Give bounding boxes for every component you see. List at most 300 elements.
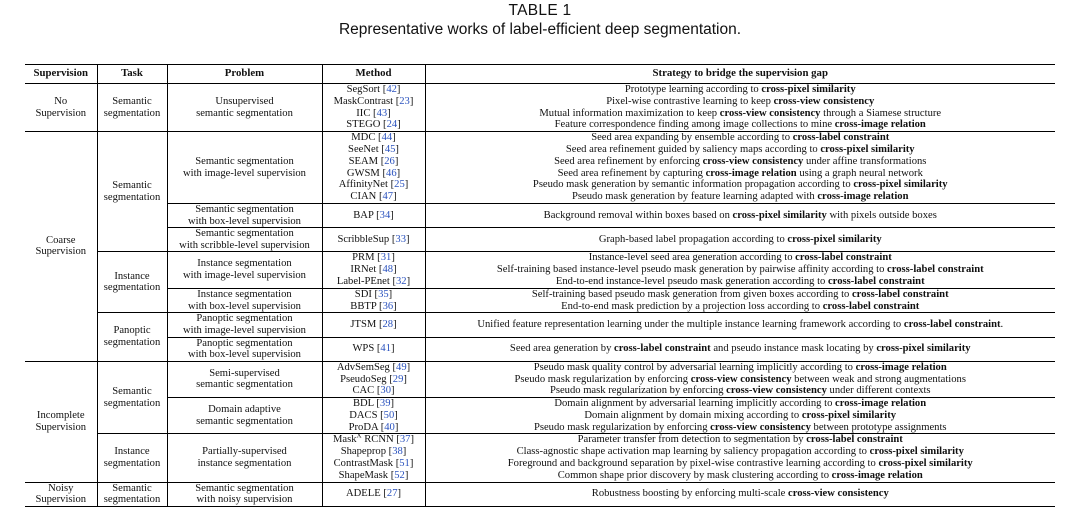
segmentation-table-container: [25, 64, 1055, 507]
method-entry: SEAM [26]: [348, 155, 399, 167]
supervision-cell: [25, 132, 97, 362]
method-entry: ContrastMask [51]: [333, 458, 414, 470]
problem-label: Instance segmentation: [197, 258, 292, 270]
task-label: Semantic: [112, 386, 152, 397]
reference-number: 45: [384, 143, 396, 155]
task-label: segmentation: [103, 337, 161, 349]
reference-number: 26: [384, 155, 395, 167]
reference-number: 25: [394, 179, 405, 191]
problem-label: with scribble-level supervision: [179, 239, 310, 251]
strategy-entry: [429, 470, 1053, 482]
strategy-entry: [429, 362, 1053, 374]
reference-number: 38: [392, 446, 403, 458]
keyword: cross-pixel similarity: [820, 143, 915, 155]
reference-number: 34: [379, 209, 391, 221]
strategy-entry: [429, 179, 1053, 191]
strategy-entry: [429, 234, 1053, 246]
reference-number: 40: [384, 421, 395, 433]
reference-number: 39: [379, 398, 391, 410]
strategy-text: .: [1000, 319, 1004, 331]
task-label: Instance: [114, 446, 150, 458]
strategy-text: Background removal within boxes based on: [543, 209, 733, 221]
method-entry: BBTP [36]: [350, 300, 397, 312]
problem-label: with image-level supervision: [183, 270, 306, 282]
problem-label: with image-level supervision: [183, 167, 306, 179]
strategy-cell: [425, 252, 1055, 288]
method-name: AffinityNet: [338, 179, 388, 191]
method-entry: SeeNet [45]: [348, 143, 399, 155]
method-cell: [322, 361, 425, 397]
keyword: cross-label constraint: [795, 252, 892, 264]
problem-label: instance segmentation: [197, 458, 292, 470]
reference-number: 51: [399, 458, 410, 470]
strategy-text: Domain alignment by adversarial learning implicitly according to: [554, 398, 836, 410]
strategy-text: Graph-based label propagation according to: [598, 233, 788, 245]
reference-number: 47: [382, 191, 394, 203]
strategy-entry: [429, 84, 1053, 96]
method-name: BBTP: [350, 300, 377, 312]
method-cell: [322, 252, 425, 288]
strategy-entry: [429, 488, 1053, 500]
method-name: SegSort: [346, 84, 381, 95]
method-name: PRM: [352, 252, 375, 264]
method-entry: AffinityNet [25]: [338, 179, 409, 191]
keyword: cross-view consistency: [726, 385, 827, 397]
keyword: cross-pixel similarity: [853, 179, 948, 191]
reference-number: 52: [394, 469, 405, 481]
method-entry: PRM [31]: [352, 252, 395, 264]
problem-cell: [167, 482, 322, 506]
reference-number: 32: [396, 275, 407, 287]
strategy-text: Domain alignment by domain mixing according to: [584, 409, 802, 421]
keyword: cross-image relation: [831, 469, 923, 481]
problem-label: with box-level supervision: [188, 300, 301, 312]
method-entry: BDL [39]: [352, 398, 395, 410]
method-name: BAP: [353, 209, 374, 221]
task-label: Semantic: [112, 96, 152, 107]
method-cell: [322, 337, 425, 361]
method-name: Mask$^X$ RCNN: [333, 434, 394, 445]
problem-cell: [167, 361, 322, 397]
method-entry: MDC [44]: [351, 132, 396, 144]
problem-cell: [167, 288, 322, 313]
reference-number: 49: [396, 361, 407, 373]
method-entry: CIAN [47]: [350, 191, 397, 203]
supervision-cell: [25, 84, 97, 132]
problem-label: with box-level supervision: [188, 215, 301, 227]
problem-label: semantic segmentation: [196, 415, 293, 427]
supervision-label: Noisy: [48, 482, 74, 494]
table-row: [25, 252, 1055, 288]
strategy-entry: [429, 168, 1053, 180]
strategy-text: Pixel-wise contrastive learning to keep: [606, 95, 774, 107]
method-name: ShapeMask: [338, 469, 389, 481]
method-entry: ADELE [27]: [345, 488, 402, 500]
method-name: CIAN: [350, 191, 377, 203]
method-name: STEGO: [346, 119, 381, 131]
reference-number: 36: [382, 300, 394, 312]
strategy-entry: [429, 446, 1053, 458]
strategy-text: Common shape prior discovery by mask clustering according to: [557, 469, 832, 481]
reference-number: 48: [382, 264, 394, 276]
header-problem: Problem: [167, 65, 322, 84]
table-row: [25, 482, 1055, 506]
supervision-label: Supervision: [35, 107, 87, 119]
keyword: cross-view consistency: [773, 95, 875, 107]
method-name: IIC: [356, 107, 371, 119]
strategy-text: using a graph neural network: [796, 167, 923, 179]
strategy-entry: [429, 385, 1053, 397]
task-cell: [97, 482, 167, 506]
strategy-text: with pixels outside boxes: [826, 209, 937, 221]
keyword: cross-view consistency: [690, 373, 792, 385]
strategy-text: Robustness boosting by enforcing multi-scale: [591, 488, 789, 500]
method-cell: [322, 482, 425, 506]
reference-number: 41: [380, 343, 392, 355]
method-entry: CAC [30]: [352, 385, 395, 397]
keyword: cross-view consistency: [702, 155, 804, 167]
problem-label: Unsupervised: [215, 96, 274, 107]
method-name: CAC: [352, 385, 375, 397]
supervision-label: Coarse: [46, 234, 76, 246]
method-cell: [322, 203, 425, 227]
problem-label: Semantic segmentation: [195, 482, 294, 494]
segmentation-table: [25, 64, 1055, 507]
strategy-cell: [425, 228, 1055, 252]
strategy-entry: [429, 210, 1053, 222]
task-cell: [97, 84, 167, 132]
reference-number: 28: [382, 319, 394, 331]
keyword: cross-pixel similarity: [869, 446, 964, 458]
keyword: cross-label constraint: [903, 319, 1001, 331]
problem-label: Domain adaptive: [208, 404, 281, 416]
method-cell: [322, 228, 425, 252]
table-title: Representative works of label-efficient deep segmentation.: [338, 21, 742, 38]
header-supervision: Supervision: [25, 65, 97, 84]
strategy-entry: [429, 144, 1053, 156]
strategy-entry: [429, 343, 1053, 355]
method-entry: WPS [41]: [352, 343, 395, 355]
method-entry: Label-PEnet [32]: [336, 275, 411, 287]
header-method: Method: [322, 65, 425, 84]
method-superscript: X: [356, 433, 362, 440]
supervision-cell: [25, 361, 97, 482]
strategy-cell: [425, 482, 1055, 506]
task-label: segmentation: [103, 458, 161, 470]
strategy-text: Pseudo mask regularization by enforcing: [514, 373, 691, 385]
strategy-text: under different contexts: [826, 385, 931, 397]
header-strategy: Strategy to bridge the supervision gap: [425, 65, 1055, 84]
task-cell: [97, 252, 167, 313]
strategy-text: Prototype learning according to: [624, 84, 762, 95]
table-caption: [0, 2, 1080, 39]
strategy-entry: [429, 252, 1053, 264]
strategy-entry: [429, 191, 1053, 203]
strategy-entry: [429, 264, 1053, 276]
problem-label: Semantic segmentation: [195, 203, 294, 215]
method-entry: DACS [50]: [349, 409, 398, 421]
method-name: SDI: [354, 288, 372, 300]
problem-label: with box-level supervision: [188, 349, 301, 361]
method-entry: AdvSemSeg [49]: [336, 361, 411, 373]
problem-cell: [167, 337, 322, 361]
strategy-text: and pseudo instance mask locating by: [710, 343, 877, 355]
method-entry: SDI [35]: [354, 288, 393, 300]
strategy-text: Self-training based instance-level pseudo mask generation by pairwise affinity according to: [496, 264, 888, 276]
problem-label: Semi-supervised: [209, 367, 280, 379]
keyword: cross-label constraint: [851, 288, 949, 300]
strategy-text: between prototype assignments: [810, 421, 947, 433]
strategy-entry: [429, 276, 1053, 288]
supervision-label: No: [54, 96, 68, 107]
strategy-text: Class-agnostic shape activation map learning by saliency propagation according to: [516, 446, 870, 458]
table-row: [25, 398, 1055, 434]
keyword: cross-view consistency: [719, 107, 821, 119]
table-row: [25, 288, 1055, 313]
method-name: ProDA: [348, 421, 379, 433]
method-entry: ScribbleSup [33]: [337, 233, 410, 245]
reference-number: 35: [378, 288, 389, 300]
task-label: segmentation: [103, 494, 161, 506]
method-name: JTSM: [350, 319, 377, 331]
strategy-entry: [429, 410, 1053, 422]
strategy-text: End-to-end instance-level pseudo mask generation according to: [555, 275, 828, 287]
method-entry: GWSM [46]: [346, 167, 401, 179]
reference-number: 31: [380, 252, 392, 264]
reference-number: 30: [380, 385, 392, 397]
method-entry: ShapeMask [52]: [338, 469, 409, 481]
problem-label: Panoptic segmentation: [196, 337, 293, 349]
keyword: cross-label constraint: [806, 434, 903, 446]
problem-label: Panoptic segmentation: [196, 313, 293, 325]
reference-number: 27: [386, 488, 398, 500]
table-row: [25, 203, 1055, 227]
strategy-text: Pseudo mask generation by feature learning adapted with: [572, 191, 818, 203]
strategy-text: Seed area expanding by ensemble according to: [591, 132, 793, 144]
strategy-entry: [429, 119, 1053, 131]
table-body: [25, 84, 1055, 507]
strategy-text: Seed area refinement by enforcing: [554, 155, 703, 167]
strategy-text: Seed area refinement by capturing: [557, 167, 706, 179]
method-cell: [322, 84, 425, 132]
task-label: Semantic: [112, 482, 152, 494]
method-entry: SegSort [42]: [346, 84, 401, 95]
problem-cell: [167, 203, 322, 227]
method-name: AdvSemSeg: [336, 361, 390, 373]
task-label: segmentation: [103, 191, 161, 203]
strategy-entry: [429, 289, 1053, 301]
reference-number: 50: [383, 409, 395, 421]
supervision-label: Incomplete: [36, 410, 85, 422]
strategy-text: End-to-end mask prediction by a projection loss according to: [561, 300, 823, 312]
table-row: [25, 132, 1055, 204]
problem-cell: [167, 313, 322, 337]
method-cell: [322, 288, 425, 313]
method-name: IRNet: [350, 264, 377, 276]
keyword: cross-pixel similarity: [878, 458, 973, 470]
keyword: cross-image relation: [855, 361, 947, 373]
problem-label: Partially-supervised: [202, 446, 287, 458]
problem-cell: [167, 228, 322, 252]
method-name: SeeNet: [348, 143, 379, 155]
method-cell: [322, 313, 425, 337]
strategy-entry: [429, 422, 1053, 434]
problem-label: Semantic segmentation: [195, 228, 294, 240]
keyword: cross-pixel similarity: [761, 84, 856, 95]
strategy-text: Parameter transfer from detection to segmentation by: [577, 434, 807, 446]
strategy-entry: [429, 108, 1053, 120]
keyword: cross-pixel similarity: [787, 233, 882, 245]
method-name: MDC: [351, 132, 376, 144]
method-entry: MaskContrast [23]: [333, 95, 414, 107]
strategy-entry: [429, 96, 1053, 108]
strategy-text: between weak and strong augmentations: [791, 373, 966, 385]
reference-number: 23: [399, 95, 410, 107]
header-task: Task: [97, 65, 167, 84]
keyword: cross-pixel similarity: [801, 409, 897, 421]
keyword: cross-view consistency: [788, 488, 889, 500]
keyword: cross-image relation: [835, 398, 927, 410]
task-label: segmentation: [103, 397, 161, 409]
keyword: cross-image relation: [705, 167, 797, 179]
problem-cell: [167, 434, 322, 482]
keyword: cross-label constraint: [887, 264, 984, 276]
strategy-text: Pseudo mask quality control by adversarial learning implicitly according to: [533, 361, 856, 373]
strategy-entry: [429, 319, 1053, 331]
method-name: MaskContrast: [333, 95, 394, 107]
reference-number: 44: [381, 132, 393, 144]
reference-number: 24: [386, 119, 398, 131]
strategy-cell: [425, 434, 1055, 482]
method-entry: JTSM [28]: [350, 319, 397, 331]
task-label: Semantic: [112, 180, 152, 192]
keyword: cross-image relation: [817, 191, 909, 203]
strategy-text: Seed area generation by: [509, 343, 615, 355]
problem-label: semantic segmentation: [196, 107, 293, 119]
problem-label: Semantic segmentation: [195, 155, 294, 167]
strategy-text: under affine transformations: [803, 155, 927, 167]
strategy-cell: [425, 398, 1055, 434]
table-row: [25, 228, 1055, 252]
strategy-cell: [425, 203, 1055, 227]
method-name: SEAM: [348, 155, 379, 167]
method-entry: BAP [34]: [353, 209, 394, 221]
method-name: DACS: [349, 409, 378, 421]
method-entry: Mask$^X$ RCNN [37]: [326, 434, 422, 446]
strategy-text: Seed area refinement guided by saliency maps according to: [565, 143, 821, 155]
problem-cell: [167, 132, 322, 204]
reference-number: 37: [399, 434, 411, 446]
keyword: cross-view consistency: [710, 421, 811, 433]
strategy-text: Self-training based pseudo mask generation from given boxes according to: [531, 288, 852, 300]
problem-label: with image-level supervision: [183, 324, 306, 336]
method-name: Label-PEnet: [336, 275, 390, 287]
supervision-label: Supervision: [35, 494, 87, 506]
reference-number: 42: [386, 84, 397, 95]
table-header: [25, 65, 1055, 84]
method-name: ADELE: [345, 488, 381, 500]
strategy-text: Mutual information maximization to keep: [539, 107, 720, 119]
table-row: [25, 313, 1055, 337]
strategy-cell: [425, 361, 1055, 397]
strategy-entry: [429, 156, 1053, 168]
reference-number: 43: [376, 107, 388, 119]
strategy-cell: [425, 337, 1055, 361]
keyword: cross-label constraint: [822, 300, 920, 312]
keyword: cross-label constraint: [827, 275, 925, 287]
method-cell: [322, 132, 425, 204]
method-name: ScribbleSup: [337, 233, 390, 245]
table-row: [25, 337, 1055, 361]
keyword: cross-image relation: [834, 119, 926, 131]
keyword: cross-label constraint: [614, 343, 711, 355]
table-row: [25, 434, 1055, 482]
strategy-entry: [429, 301, 1053, 313]
problem-cell: [167, 398, 322, 434]
strategy-text: Unified feature representation learning under the multiple instance learning framework according to: [477, 319, 904, 331]
strategy-text: through a Siamese structure: [820, 107, 942, 119]
strategy-text: Pseudo mask regularization by enforcing: [533, 421, 711, 433]
method-name: ContrastMask: [333, 458, 394, 470]
strategy-text: Feature correspondence finding among image collections to mine: [554, 119, 835, 131]
supervision-label: Supervision: [35, 246, 87, 258]
method-cell: [322, 398, 425, 434]
method-name: GWSM: [346, 167, 380, 179]
method-name: Shapeprop: [340, 446, 386, 458]
task-cell: [97, 132, 167, 252]
method-entry: Shapeprop [38]: [340, 446, 407, 458]
method-entry: IIC [43]: [356, 107, 391, 119]
problem-cell: [167, 252, 322, 288]
method-name: PseudoSeg: [340, 373, 387, 385]
problem-label: semantic segmentation: [196, 379, 293, 391]
method-name: BDL: [352, 398, 374, 410]
task-label: Panoptic: [113, 325, 151, 337]
strategy-entry: [429, 398, 1053, 410]
table-row: [25, 361, 1055, 397]
keyword: cross-pixel similarity: [732, 209, 827, 221]
strategy-text: Pseudo mask regularization by enforcing: [549, 385, 727, 397]
task-cell: [97, 361, 167, 434]
problem-label: Instance segmentation: [197, 288, 292, 300]
strategy-cell: [425, 313, 1055, 337]
reference-number: 46: [386, 167, 397, 179]
keyword: cross-pixel similarity: [876, 343, 971, 355]
keyword: cross-label constraint: [792, 132, 890, 144]
strategy-entry: [429, 434, 1053, 446]
strategy-cell: [425, 288, 1055, 313]
strategy-text: Pseudo mask generation by semantic information propagation according to: [532, 179, 854, 191]
strategy-entry: [429, 458, 1053, 470]
task-cell: [97, 313, 167, 361]
task-label: Instance: [114, 270, 150, 282]
method-entry: STEGO [24]: [346, 119, 401, 131]
method-entry: IRNet [48]: [350, 264, 397, 276]
supervision-label: Supervision: [35, 421, 87, 433]
table-row: [25, 84, 1055, 132]
strategy-cell: [425, 132, 1055, 204]
method-cell: [322, 434, 425, 482]
method-name: WPS: [352, 343, 375, 355]
strategy-text: Foreground and background separation by pixel-wise contrastive learning according to: [507, 458, 879, 470]
strategy-cell: [425, 84, 1055, 132]
reference-number: 33: [395, 233, 407, 245]
task-cell: [97, 434, 167, 482]
task-label: segmentation: [103, 282, 161, 294]
table-label: TABLE 1: [508, 2, 572, 19]
supervision-cell: [25, 482, 97, 506]
strategy-entry: [429, 374, 1053, 386]
